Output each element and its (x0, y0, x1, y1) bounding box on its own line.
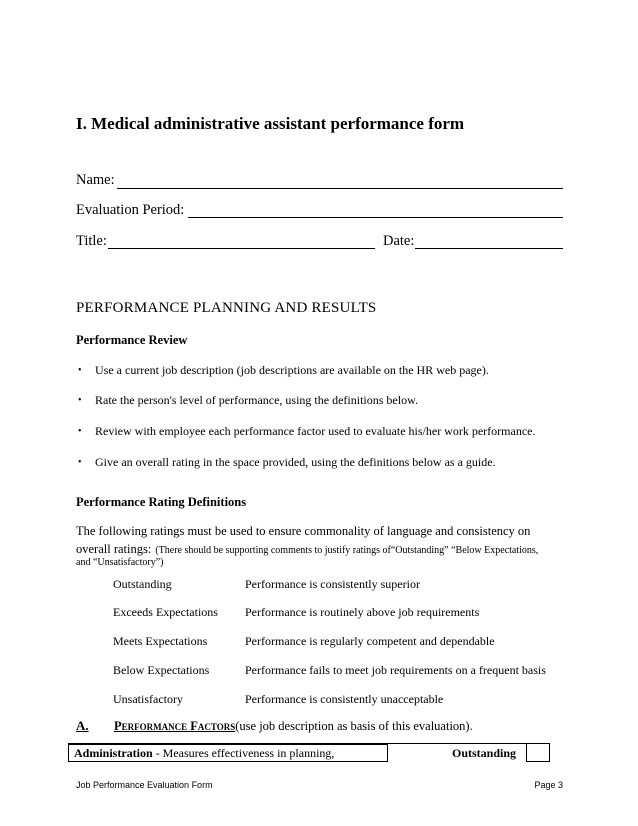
bullet-icon: • (78, 426, 82, 437)
rating-name: Exceeds Expectations (113, 605, 218, 619)
evaluation-period-field[interactable] (188, 217, 563, 218)
bullet-icon: • (78, 395, 82, 406)
administration-label: Administration (74, 746, 153, 760)
definitions-intro-main: overall ratings: (76, 542, 152, 556)
factors-letter: A. (76, 718, 89, 733)
date-field[interactable] (415, 248, 563, 249)
footer-title: Job Performance Evaluation Form (76, 780, 213, 790)
evaluation-period-label: Evaluation Period: (76, 202, 185, 218)
bullet-icon: • (78, 457, 82, 468)
rating-description: Performance is consistently unacceptable (245, 692, 444, 706)
outstanding-checkbox[interactable] (526, 743, 550, 762)
rating-name: Outstanding (113, 577, 172, 591)
rating-description: Performance is consistently superior (245, 577, 420, 591)
factors-heading-caps: Performance Factors (114, 719, 236, 733)
name-field[interactable] (117, 188, 563, 189)
date-label: Date: (383, 233, 415, 249)
bullet-item: Review with employee each performance factor used to evaluate his/her work performance. (95, 424, 536, 438)
name-label: Name: (76, 172, 115, 188)
performance-review-heading: Performance Review (76, 333, 188, 347)
definitions-intro: The following ratings must be used to ensure commonality of language and consistency on (76, 524, 531, 538)
section-heading: PERFORMANCE PLANNING AND RESULTS (76, 300, 377, 316)
bullet-item: Give an overall rating in the space provided, using the definitions below as a guide. (95, 455, 496, 469)
administration-desc: - Measures effectiveness in planning, (152, 746, 335, 760)
rating-name: Below Expectations (113, 663, 210, 677)
outstanding-label: Outstanding (452, 746, 517, 760)
factors-heading-rest: (use job description as basis of this evaluation). (235, 719, 473, 733)
title-label: Title: (76, 233, 107, 249)
administration-text (74, 746, 334, 761)
rating-description: Performance is routinely above job requirements (245, 605, 480, 619)
form-title: I. Medical administrative assistant performance form (76, 114, 465, 133)
bullet-item: Rate the person's level of performance, using the definitions below. (95, 393, 418, 407)
definitions-intro-note: (There should be supporting comments to justify ratings of“Outstanding” “Below Expectations, (155, 545, 539, 556)
footer-page-number: Page 3 (534, 780, 563, 790)
definitions-intro-note-cont: and “Unsatisfactory”) (76, 557, 164, 568)
bullet-icon: • (78, 365, 82, 376)
definitions-intro-line2 (76, 540, 538, 558)
rating-definitions-heading: Performance Rating Definitions (76, 495, 247, 509)
rating-name: Unsatisfactory (113, 692, 183, 706)
rating-name: Meets Expectations (113, 634, 208, 648)
rating-description: Performance is regularly competent and dependable (245, 634, 495, 648)
factors-heading (114, 719, 473, 734)
rating-description: Performance fails to meet job requirements on a frequent basis (245, 663, 546, 677)
title-field[interactable] (108, 248, 375, 249)
bullet-item: Use a current job description (job descriptions are available on the HR web page). (95, 363, 489, 377)
